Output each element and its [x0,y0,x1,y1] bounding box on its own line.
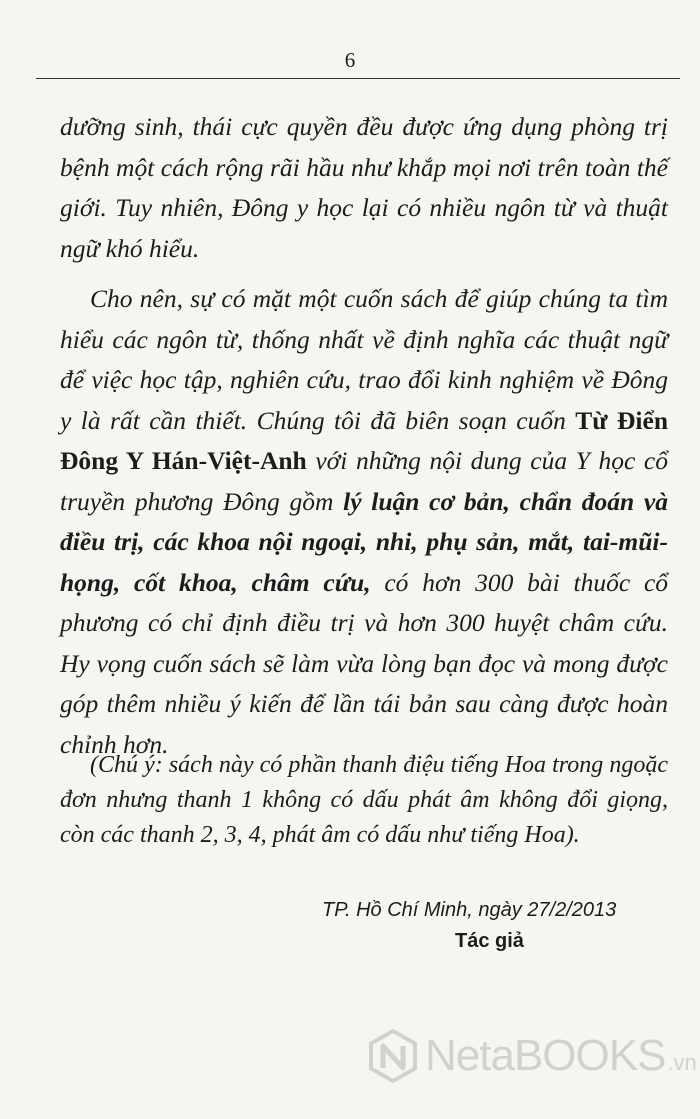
book-title: Từ Điển Đông Y Hán-Việt-Anh [60,405,669,475]
signature-place-date: TP. Hồ Chí Minh, ngày 27/2/2013 [322,899,617,921]
paragraph-2-text-3: có hơn 300 bài thuốc cổ phương có chỉ định điều trị và hơn 300 huyệt châm cứu. Hy vọng cuốn sách sẽ làm vừa lòng bạn đọc và mong được góp thêm nhiều ý kiến để lần tái bản sau càng được hoàn chỉnh hơn. [60,567,669,759]
watermark [365,1028,697,1084]
watermark-suffix: .vn [667,1050,697,1075]
netabooks-logo-icon [365,1028,421,1084]
signature-author: Tác giả [455,930,524,952]
paragraph-2-text-2: với những nội dung của Y học cổ truyền phương Đông gồm [60,446,668,516]
topics-list: lý luận cơ bản, chẩn đoán và điều trị, các khoa nội ngoại, nhi, phụ sản, mắt, tai-mũi-họng, cốt khoa, châm cứu, [60,486,668,597]
paragraph-1: dưỡng sinh, thái cực quyền đều được ứng dụng phòng trị bệnh một cách rộng rãi hầu như khắp mọi nơi trên toàn thế giới. Tuy nhiên, Đông y học lại có nhiều ngôn từ và thuật ngữ khó hiểu. [60,112,668,263]
note: (Chú ý: sách này có phần thanh điệu tiếng Hoa trong ngoặc đơn nhưng thanh 1 không có dấu phát âm không đổi giọng, còn các thanh 2, 3, 4, phát âm có dấu như tiếng Hoa). [60,752,668,848]
watermark-brand: NetaBOOKS [425,1031,666,1080]
paragraph-2 [60,279,668,765]
paragraph-2-text-1: Cho nên, sự có mặt một cuốn sách để giúp chúng ta tìm hiểu các ngôn từ, thống nhất về định nghĩa các thuật ngữ để việc học tập, nghiên cứu, trao đổi kinh nghiệm về Đông y là rất cần thiết. Chúng tôi đã biên soạn cuốn [60,284,668,435]
page-number: 6 [344,48,356,72]
header-rule [36,78,680,79]
